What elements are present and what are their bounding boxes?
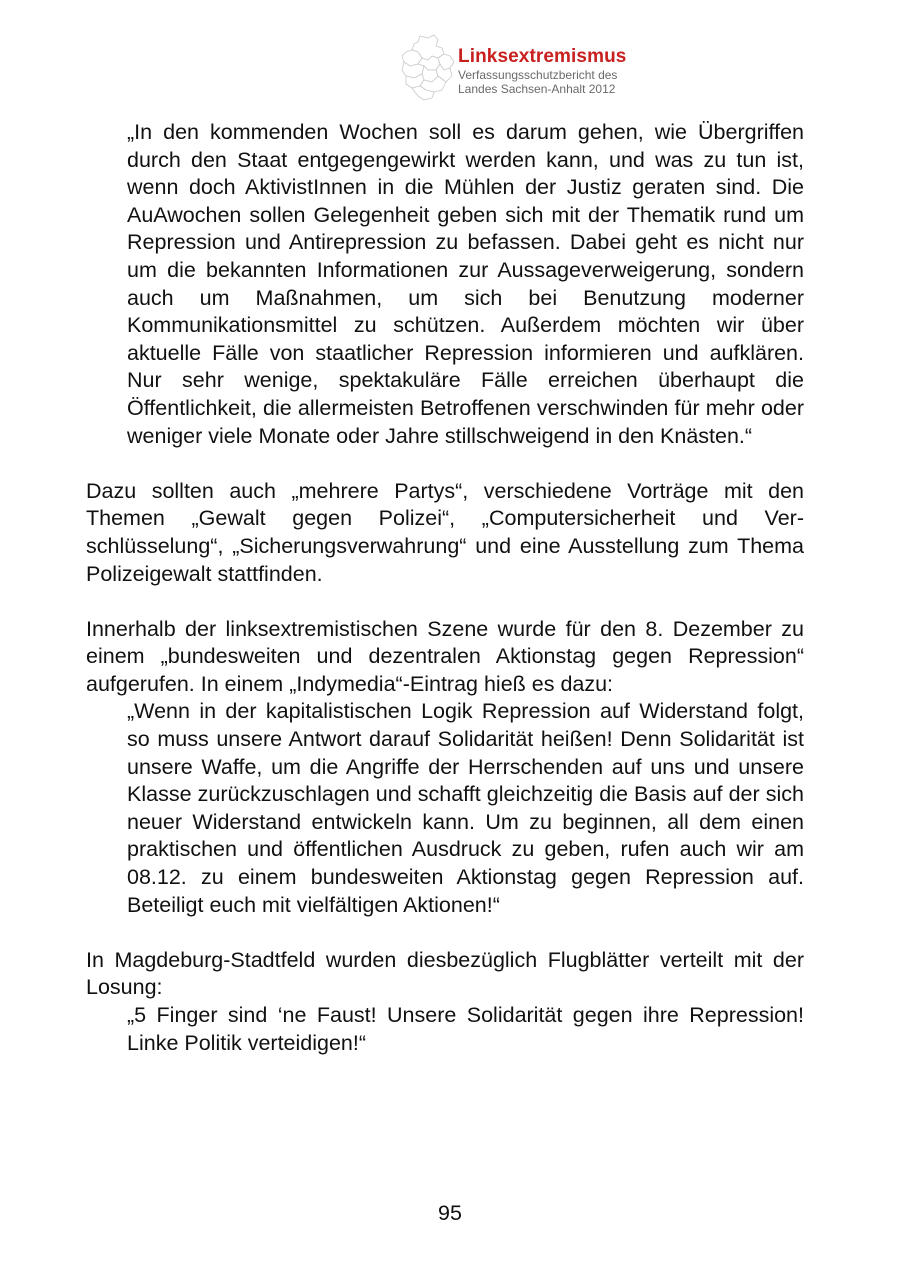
- header-title: Linksextremismus: [458, 46, 627, 67]
- paragraph-gap: [86, 919, 804, 947]
- paragraph-aktionstag: Innerhalb der linksextremistischen Szene wurde für den 8. Dezember zu einem „bundesweiten und dezentralen Aktionstag gegen Repression“ aufgerufen. In einem „Indymedia“-Eintrag hieß es dazu:: [86, 616, 804, 696]
- quote-losung: „5 Finger sind ‘ne Faust! Unsere Solidarität gegen ihre Repression! Linke Politik verteidigen!“: [127, 1003, 804, 1055]
- quote-auawochen: „In den kommenden Wochen soll es darum gehen, wie Übergriffen durch den Staat entgegengewirkt werden kann, und was zu tun ist, wenn doch AktivistInnen in die Mühlen der Justiz geraten sind. Die AuAwochen sollen Gelegenheit geben sich mit der Thematik rund um Repression und Antirepression zu befassen. Dabei geht es nicht nur um die bekannten Informationen zur Aussageverweigerung, sondern auch um Maßnahmen, um sich bei Benutzung moderner Kommunikationsmittel zu schützen. Außerdem möchten wir über aktuelle Fälle von staatlicher Repression informieren und aufklären. Nur sehr wenige, spektakuläre Fälle erreichen überhaupt die Öffentlichkeit, die allermeisten Betroffenen verschwinden für mehr oder weniger viele Monate oder Jahre stillschweigend in den Knästen.“: [127, 120, 804, 448]
- page-header: [398, 34, 698, 104]
- header-subtitle-line1: Verfassungsschutzbericht des: [458, 68, 618, 82]
- paragraph-partys: Dazu sollten auch „mehrere Partys“, verschiedene Vorträge mit den Themen „Gewalt gegen Polizei“, „Computersicherheit und Verschlüsselung“, „Sicherungsverwahrung“ und eine Ausstellung zum Thema Polizeigewalt stattfinden.: [86, 478, 804, 586]
- paragraph-gap: [86, 588, 804, 616]
- page-content: [86, 119, 804, 1057]
- paragraph-flugblaetter: In Magdeburg-Stadtfeld wurden diesbezüglich Flugblätter verteilt mit der Losung:: [86, 947, 804, 1000]
- quote-indymedia: „Wenn in der kapitalistischen Logik Repression auf Widerstand folgt, so muss unsere Antwort darauf Solidarität heißen! Denn Solidarität ist unsere Waffe, um die Angriffe der Herrschenden auf uns und unsere Klasse zurückzuschlagen und schafft gleichzeitig die Basis auf der sich neuer Widerstand entwickeln kann. Um zu beginnen, all dem einen praktischen und öffentlichen Ausdruck zu geben, rufen auch wir am 08.12. zu einem bundesweiten Aktionstag gegen Repression auf. Beteiligt euch mit vielfältigen Aktionen!“: [127, 699, 804, 917]
- header-text: [458, 46, 626, 96]
- paragraph-gap: [86, 450, 804, 478]
- saxony-anhalt-map-icon: [398, 34, 456, 102]
- page-number: 95: [438, 1201, 462, 1225]
- header-subtitle-line2: Landes Sachsen-Anhalt 2012: [458, 82, 616, 96]
